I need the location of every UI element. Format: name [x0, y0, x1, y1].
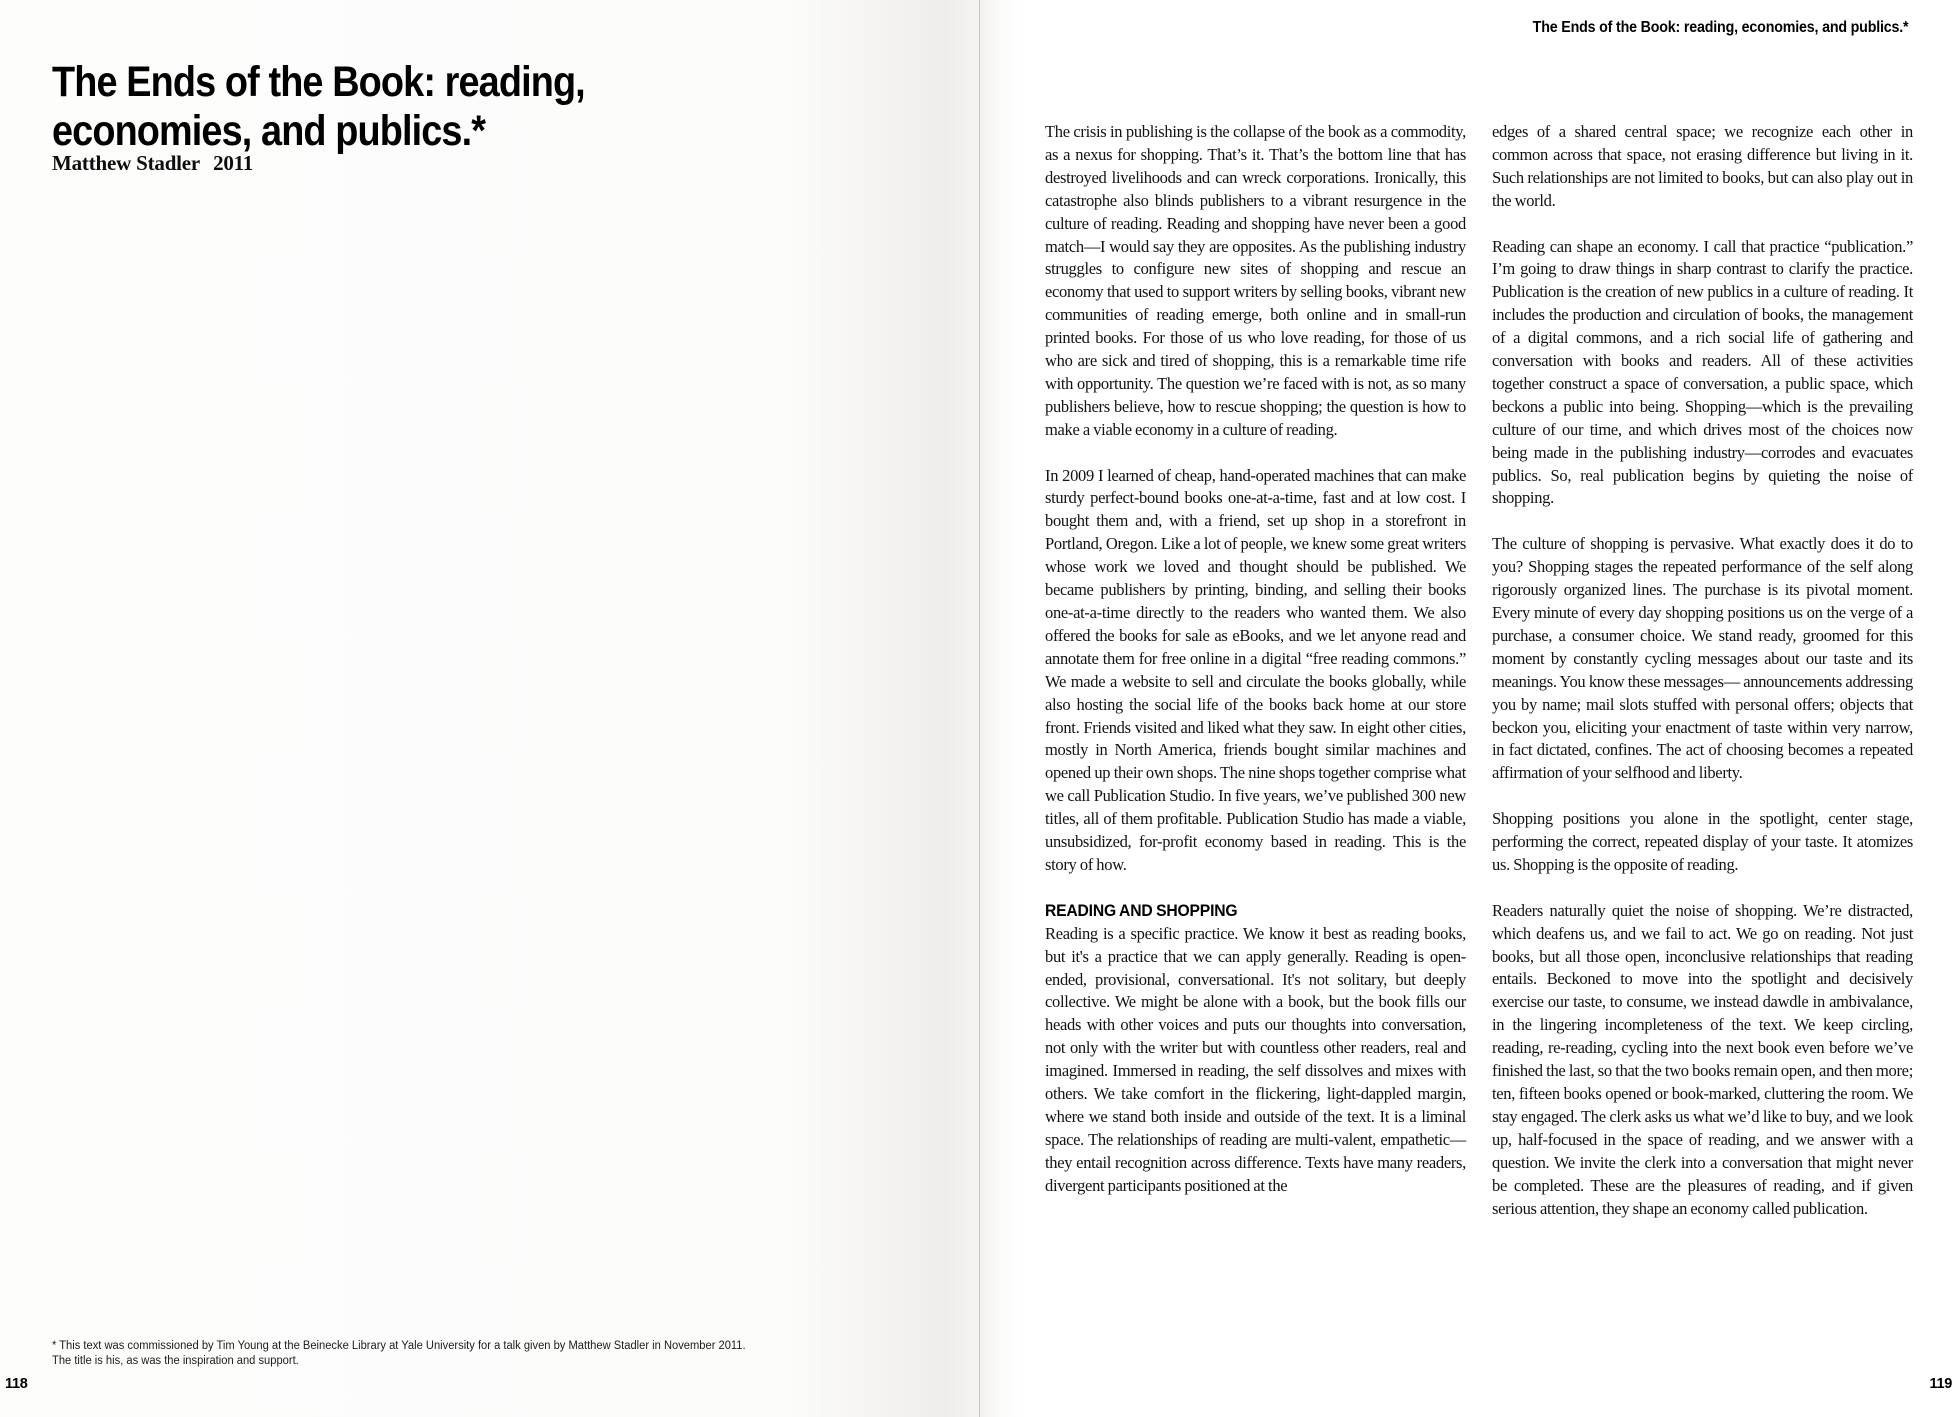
paragraph: Reading can shape an economy. I call that practice “publication.” I’m going to draw things in sharp contrast to clarify the practice. Publication is the creation of new publics in a culture of reading. It includes the production and circulation of books, the management of a digital commons, and a rich social life of gathering and conversation with books and readers. All of these activities together construct a space of conversation, a public space, which beckons a public into being. Shopping—which is the prevailing culture of our time, and which drives most of the choices now being made in the publishing industry—corrodes and evacuates publics. So, real publication begins by quieting the noise of shopping. [1492, 236, 1913, 508]
right-page [980, 0, 1960, 1417]
publication-year: 2011 [213, 151, 254, 175]
paragraph: Reading is a specific practice. We know it best as reading books, but it's a practice that we can apply generally. Reading is open-ended, provisional, conversational. It's not solitary, but deeply collective. We might be alone with a book, but the book fills our heads with other voices and puts our thoughts into conversation, not only with the writer but with countless other readers, real and imagined. Immersed in reading, the self dissolves and mixes with others. We take comfort in the flickering, light-dappled margin, where we stand both inside and outside of the text. It is a liminal space. The relationships of reading are multi-valent, empathetic—they entail recognition across difference. Texts have many readers, divergent participants positioned at the [1045, 923, 1466, 1195]
section-heading: READING AND SHOPPING [1045, 901, 1238, 920]
paragraph: The culture of shopping is pervasive. What exactly does it do to you? Shopping stages the repeated performance of the self along rigorously organized lines. The purchase is its pivotal moment. Every minute of every day shopping positions us on the verge of a purchase, a consumer choice. We stand ready, groomed for this moment by constantly cycling messages about our taste and its meanings. You know these messages— announcements addressing you by name; mail slots stuffed with personal offers; objects that beckon you, eliciting your enactment of taste within very narrow, in fact dictated, confines. The act of choosing becomes a repeated affirmation of your selfhood and liberty. [1492, 534, 1913, 783]
running-header: The Ends of the Book: reading, economies, and publics.* [1532, 19, 1908, 36]
paragraph: edges of a shared central space; we recognize each other in common across that space, not erasing difference but living in it. Such relationships are not limited to books, but can also play out in the world. [1492, 122, 1913, 210]
paragraph: In 2009 I learned of cheap, hand-operated machines that can make sturdy perfect-bound books one-at-a-time, fast and at low cost. I bought them and, with a friend, set up shop in a storefront in Portland, Oregon. Like a lot of people, we knew some great writers whose work we loved and thought should be published. We became publishers by printing, binding, and selling their books one-at-a-time directly to the readers who wanted them. We also offered the books for sale as eBooks, and we let anyone read and annotate them for free online in a digital “free reading commons.” We made a website to sell and circulate the books globally, while also hosting the social life of the books back home at our store front. Friends visited and liked what they saw. In eight other cities, mostly in North America, friends bought similar machines and opened up their own shops. The nine shops together comprise what we call Publication Studio. In five years, we’ve published 300 new titles, all of them profitable. Publication Studio has made a viable, unsubsidized, for-profit economy based in reading. This is the story of how. [1045, 465, 1466, 874]
page-title [52, 58, 585, 156]
footnote-line-2: The title is his, as was the inspiration and support. [52, 1355, 299, 1367]
title-line-1: The Ends of the Book: reading, [52, 58, 585, 106]
paragraph: Readers naturally quiet the noise of shopping. We’re distracted, which deafens us, and we fail to act. We go on reading. Not just books, but all those open, inconclusive relationships that reading entails. Beckoned to move into the spotlight and decisively exercise our taste, to consume, we instead dawdle in ambivalance, in the lingering incompleteness of the text. We keep circling, reading, re-reading, cycling into the next book even before we’ve finished the last, so that the two books remain open, and then more; ten, fifteen books opened or book-marked, cluttering the room. We stay engaged. The clerk asks us what we’d like to buy, and we look up, half-focused in the space of reading, and we answer with a question. We invite the clerk into a conversation that might never be completed. These are the pleasures of reading, and if given serious attention, they shape an economy called publication. [1492, 900, 1913, 1218]
gutter-fold [979, 0, 980, 1417]
title-line-2: economies, and publics.* [52, 107, 486, 155]
body-text [1045, 121, 1913, 1220]
text-column-1 [1045, 121, 1466, 1220]
footnote-line-1: * This text was commissioned by Tim Young at the Beinecke Library at Yale University for a talk given by Matthew Stadler in November 2011. [52, 1340, 746, 1352]
author-byline [52, 151, 253, 176]
text-column-2 [1492, 121, 1913, 1220]
paragraph: The crisis in publishing is the collapse of the book as a commodity, as a nexus for shopping. That’s it. That’s the bottom line that has destroyed livelihoods and can wreck corporations. Ironically, this catastrophe also blinds publishers to a vibrant resurgence in the culture of reading. Reading and shopping have never been a good match—I would say they are opposites. As the publishing industry struggles to configure new sites of shopping and rescue an economy that used to support writers by selling books, vibrant new communities of reading emerge, both online and in small-run printed books. For those of us who love reading, for those of us who are sick and tired of shopping, this is a remarkable time rife with opportunity. The question we’re faced with is not, as so many publishers believe, how to rescue shopping; the question is how to make a viable economy in a culture of reading. [1045, 122, 1466, 439]
page-number-left: 118 [5, 1376, 28, 1392]
author-name: Matthew Stadler [52, 151, 201, 175]
paragraph: Shopping positions you alone in the spotlight, center stage, performing the correct, repeated display of your taste. It atomizes us. Shopping is the opposite of reading. [1492, 809, 1913, 874]
footnote [52, 1339, 809, 1369]
page-number-right: 119 [1929, 1376, 1952, 1392]
